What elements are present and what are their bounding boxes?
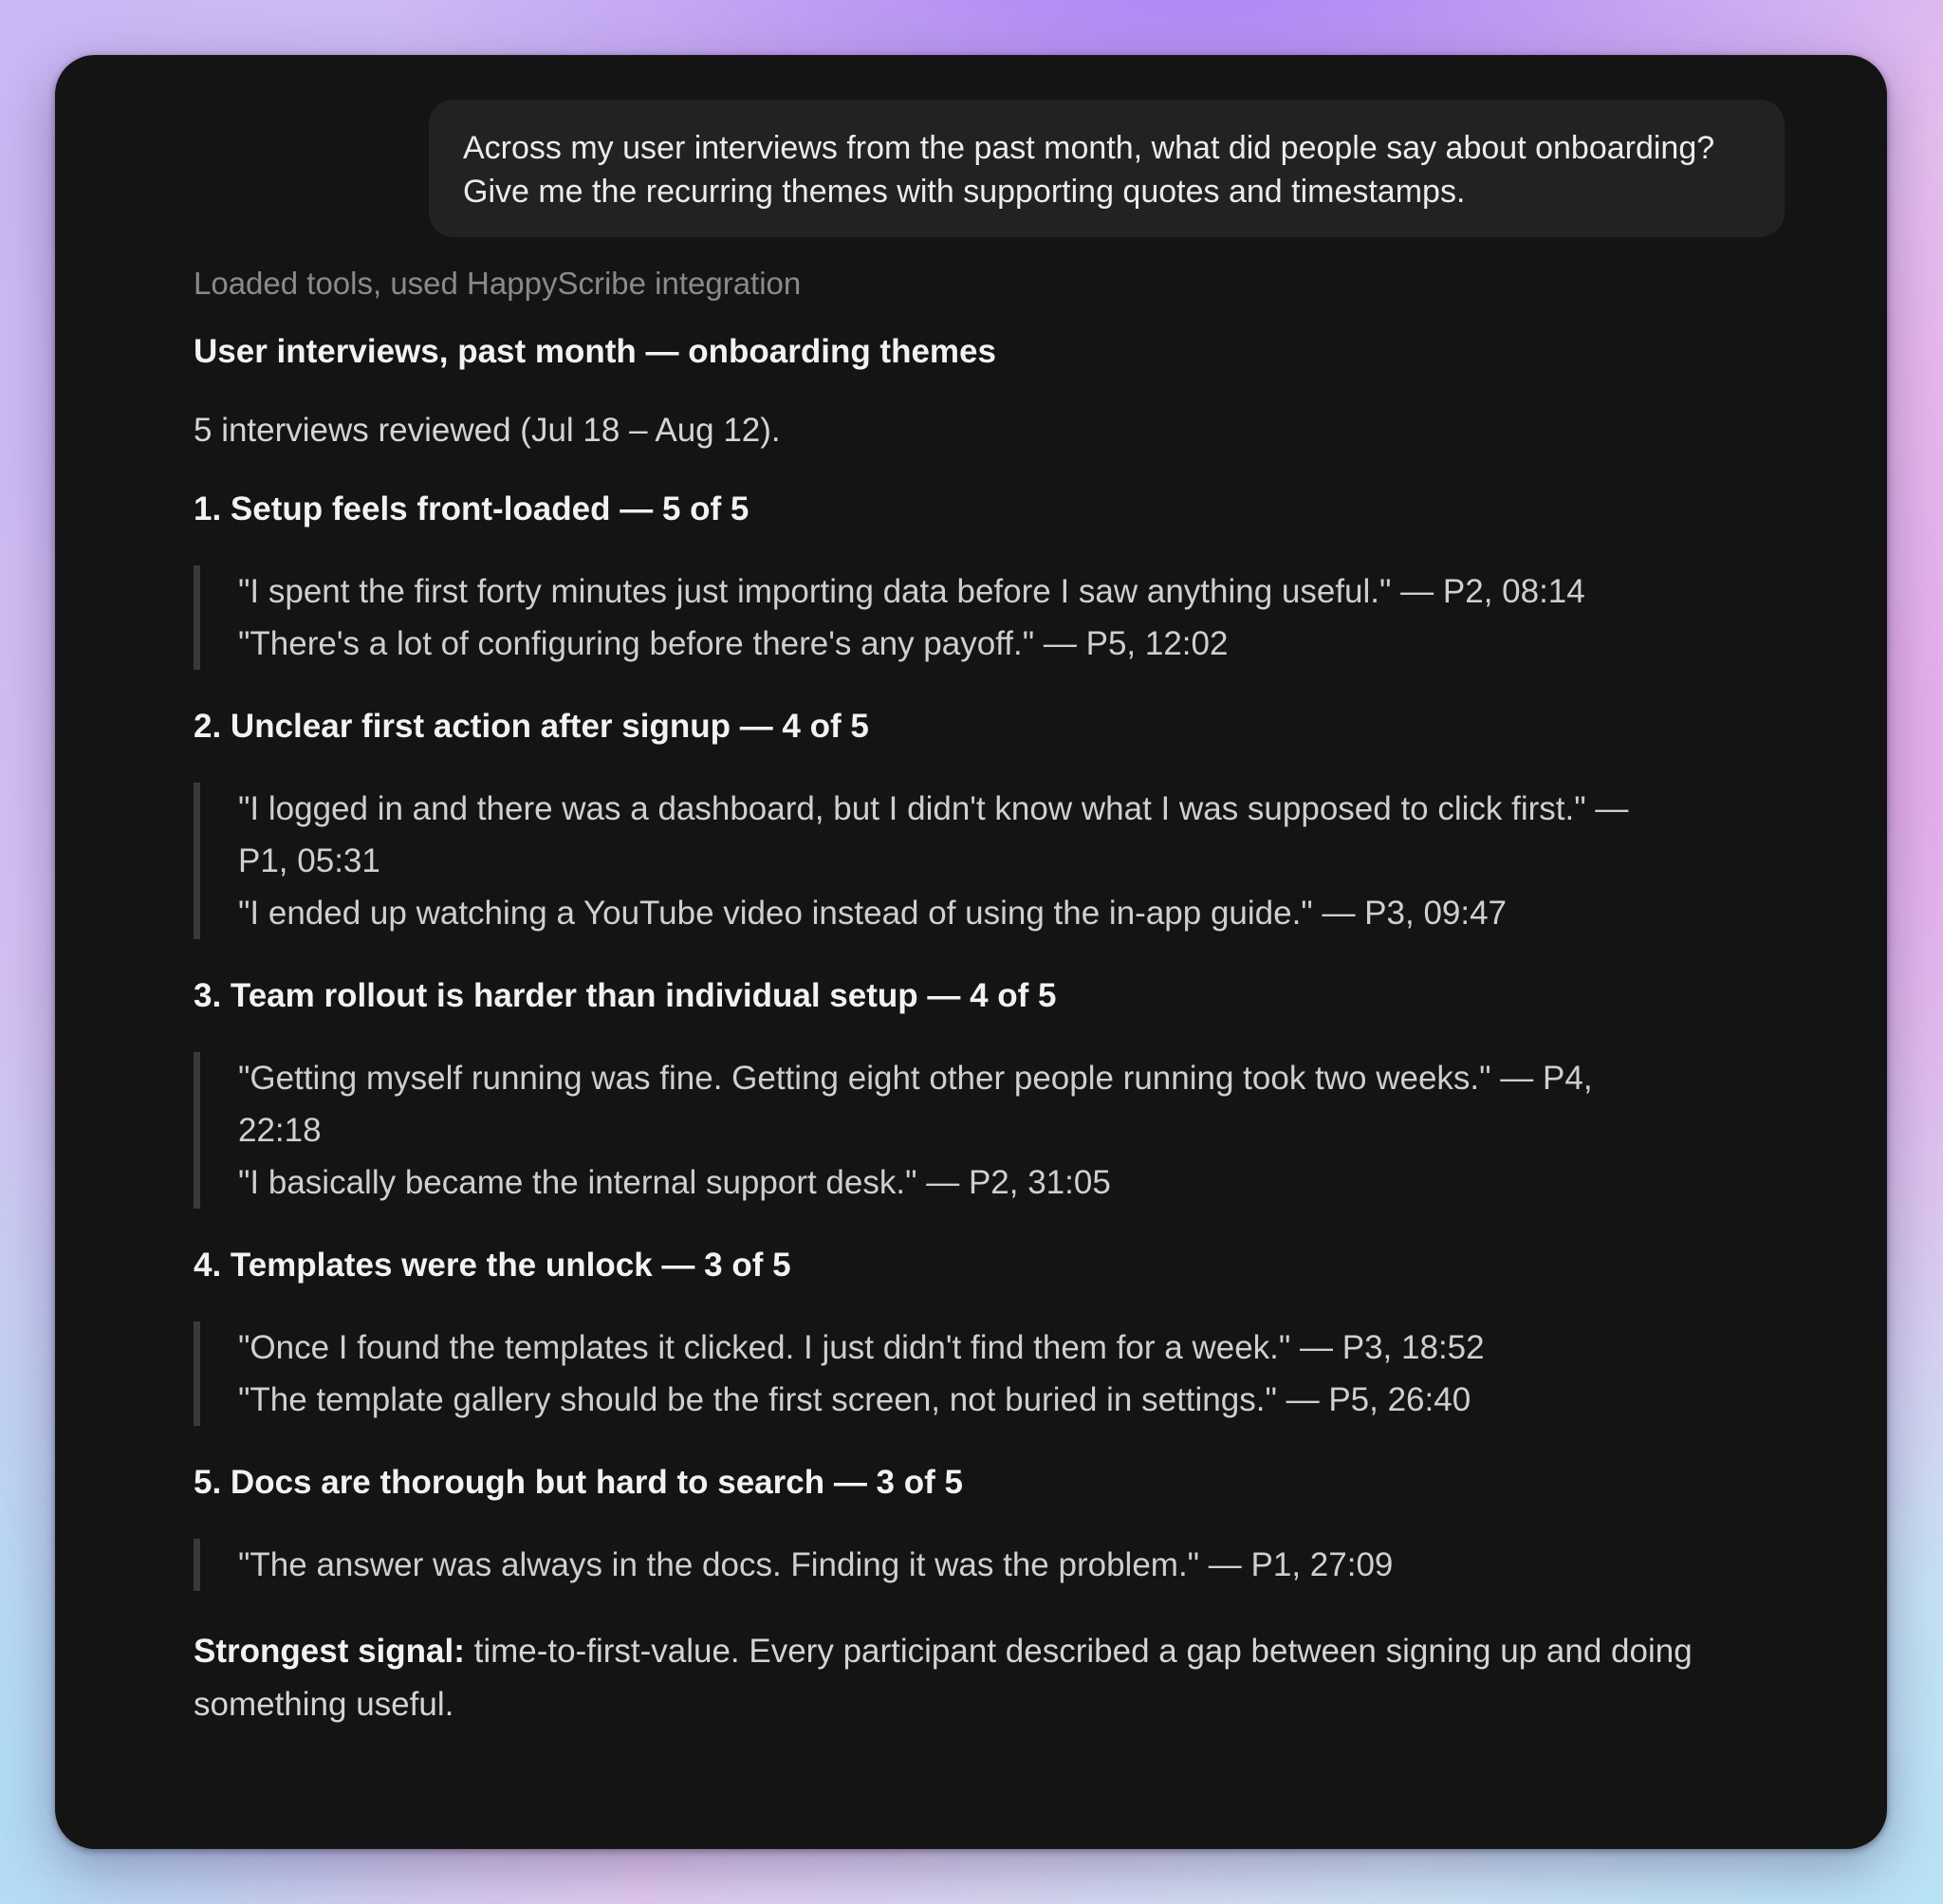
chat-window <box>55 55 1887 1849</box>
quote: "Once I found the templates it clicked. I just didn't find them for a week." — P3, 18:52 <box>238 1329 1485 1366</box>
theme-heading: 4. Templates were the unlock — 3 of 5 <box>194 1247 791 1284</box>
user-message-bubble <box>429 100 1785 237</box>
user-message-text: Across my user interviews from the past month, what did people say about onboarding? Give me the recurring themes with supporting quotes and timestamps. <box>463 130 1715 210</box>
quote: "I basically became the internal support desk." — P2, 31:05 <box>238 1164 1111 1201</box>
tool-usage-status[interactable]: Loaded tools, used HappyScribe integration <box>194 266 802 301</box>
theme-heading: 1. Setup feels front-loaded — 5 of 5 <box>194 490 749 527</box>
quote: "The answer was always in the docs. Finding it was the problem." — P1, 27:09 <box>238 1546 1394 1583</box>
quote: "I spent the first forty minutes just importing data before I saw anything useful." — P2, 08:14 <box>238 573 1585 610</box>
quote: "I logged in and there was a dashboard, but I didn't know what I was supposed to click first." — P1, 05:31 <box>238 790 1629 879</box>
conclusion-label: Strongest signal: <box>194 1633 465 1670</box>
theme-heading: 3. Team rollout is harder than individual setup — 4 of 5 <box>194 977 1057 1014</box>
quote-block <box>194 783 1749 939</box>
quote: "There's a lot of configuring before there's any payoff." — P5, 12:02 <box>238 625 1229 662</box>
theme-heading: 2. Unclear first action after signup — 4 of 5 <box>194 708 869 745</box>
conclusion <box>194 1625 1749 1731</box>
quote: "Getting myself running was fine. Getting eight other people running took two weeks." — P4, 22:18 <box>238 1060 1593 1149</box>
quote-block <box>194 1322 1749 1426</box>
assistant-response <box>194 262 1749 1731</box>
quote-block <box>194 565 1749 670</box>
theme-heading: 5. Docs are thorough but hard to search — 3 of 5 <box>194 1464 963 1501</box>
conclusion-text: time-to-first-value. Every participant described a gap between signing up and doing something useful. <box>194 1633 1693 1723</box>
response-title: User interviews, past month — onboarding themes <box>194 333 996 370</box>
quote: "I ended up watching a YouTube video instead of using the in-app guide." — P3, 09:47 <box>238 895 1508 932</box>
interview-summary: 5 interviews reviewed (Jul 18 – Aug 12). <box>194 412 781 449</box>
quote-block <box>194 1052 1749 1209</box>
quote-block <box>194 1539 1749 1591</box>
quote: "The template gallery should be the first screen, not buried in settings." — P5, 26:40 <box>238 1381 1471 1418</box>
